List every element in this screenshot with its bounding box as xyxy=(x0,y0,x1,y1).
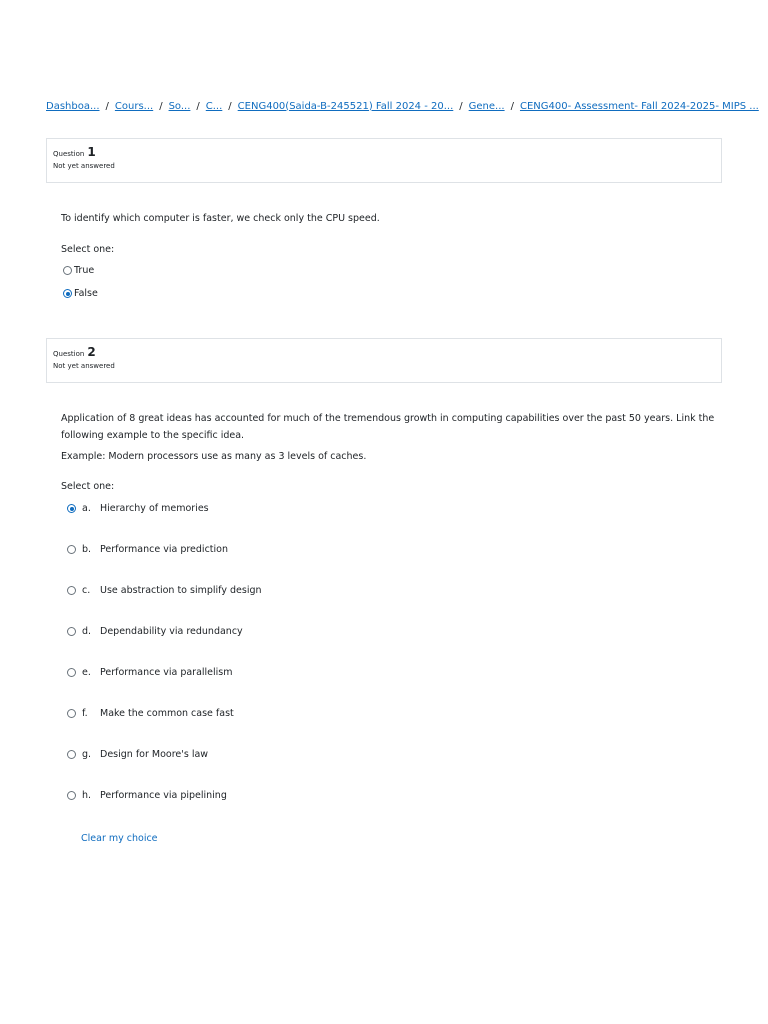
option-letter: a. xyxy=(82,503,91,514)
radio-unchecked-icon[interactable] xyxy=(67,709,76,718)
breadcrumb xyxy=(46,97,759,115)
question-state: Not yet answered xyxy=(53,362,115,370)
q1-option-label: True xyxy=(74,265,95,276)
breadcrumb-courses[interactable]: Cours... xyxy=(114,100,154,112)
option-letter: g. xyxy=(82,749,92,760)
question-state: Not yet answered xyxy=(53,162,115,170)
breadcrumb-separator: / xyxy=(196,100,200,112)
q2-option-h[interactable] xyxy=(67,790,227,801)
question-2-text-line1: Application of 8 great ideas has accounted for much of the tremendous growth in computing capabilities over the past 50 years. Link the xyxy=(61,413,715,424)
q1-option-label: False xyxy=(74,288,98,299)
q2-option-b[interactable] xyxy=(67,544,228,555)
option-letter: d. xyxy=(82,626,92,637)
clear-my-choice-link[interactable]: Clear my choice xyxy=(81,833,158,844)
option-letter: h. xyxy=(82,790,92,801)
option-label: Dependability via redundancy xyxy=(100,626,243,637)
breadcrumb-category-1[interactable]: So... xyxy=(168,100,191,112)
question-1-prompt: Select one: xyxy=(61,244,115,255)
q2-option-g[interactable] xyxy=(67,749,208,760)
q2-option-e[interactable] xyxy=(67,667,233,678)
breadcrumb-separator: / xyxy=(105,100,109,112)
question-1-text: To identify which computer is faster, we check only the CPU speed. xyxy=(61,213,380,224)
radio-unchecked-icon[interactable] xyxy=(67,750,76,759)
option-label: Performance via pipelining xyxy=(100,790,227,801)
radio-unchecked-icon[interactable] xyxy=(67,791,76,800)
breadcrumb-dashboard[interactable]: Dashboa... xyxy=(46,100,100,112)
breadcrumb-separator: / xyxy=(159,100,163,112)
breadcrumb-separator: / xyxy=(228,100,232,112)
q1-option-false[interactable] xyxy=(63,288,98,299)
option-label: Make the common case fast xyxy=(100,708,234,719)
breadcrumb-course[interactable]: CENG400(Saida-B-245521) Fall 2024 - 20... xyxy=(237,100,454,112)
option-letter: b. xyxy=(82,544,92,555)
option-label: Design for Moore's law xyxy=(100,749,209,760)
option-label: Use abstraction to simplify design xyxy=(100,585,262,596)
option-label: Hierarchy of memories xyxy=(100,503,209,514)
option-label: Performance via parallelism xyxy=(100,667,233,678)
breadcrumb-category-2[interactable]: C... xyxy=(205,100,223,112)
question-label: Question xyxy=(53,150,85,158)
q2-option-a[interactable] xyxy=(67,503,209,514)
breadcrumb-separator: / xyxy=(510,100,514,112)
option-letter: f. xyxy=(82,708,88,719)
q2-option-f[interactable] xyxy=(67,708,234,719)
breadcrumb-section[interactable]: Gene... xyxy=(468,100,505,112)
q2-option-d[interactable] xyxy=(67,626,243,637)
radio-unchecked-icon[interactable] xyxy=(67,627,76,636)
radio-unchecked-icon[interactable] xyxy=(63,266,72,275)
option-label: Performance via prediction xyxy=(100,544,228,555)
question-number: 1 xyxy=(87,145,96,159)
radio-checked-icon[interactable] xyxy=(67,504,76,513)
question-2-info xyxy=(46,338,722,383)
q1-option-true[interactable] xyxy=(63,265,94,276)
radio-unchecked-icon[interactable] xyxy=(67,545,76,554)
question-2-example: Example: Modern processors use as many as 3 levels of caches. xyxy=(61,451,367,462)
radio-unchecked-icon[interactable] xyxy=(67,586,76,595)
q2-option-c[interactable] xyxy=(67,585,262,596)
question-number: 2 xyxy=(87,345,96,359)
option-letter: e. xyxy=(82,667,91,678)
question-1-info xyxy=(46,138,722,183)
question-label: Question xyxy=(53,350,85,358)
breadcrumb-separator: / xyxy=(459,100,463,112)
option-letter: c. xyxy=(82,585,91,596)
question-2-text-line2: following example to the specific idea. xyxy=(61,430,245,441)
question-2-prompt: Select one: xyxy=(61,481,115,492)
radio-checked-icon[interactable] xyxy=(63,289,72,298)
breadcrumb-quiz[interactable]: CENG400- Assessment- Fall 2024-2025- MIPS ... xyxy=(519,100,759,112)
radio-unchecked-icon[interactable] xyxy=(67,668,76,677)
